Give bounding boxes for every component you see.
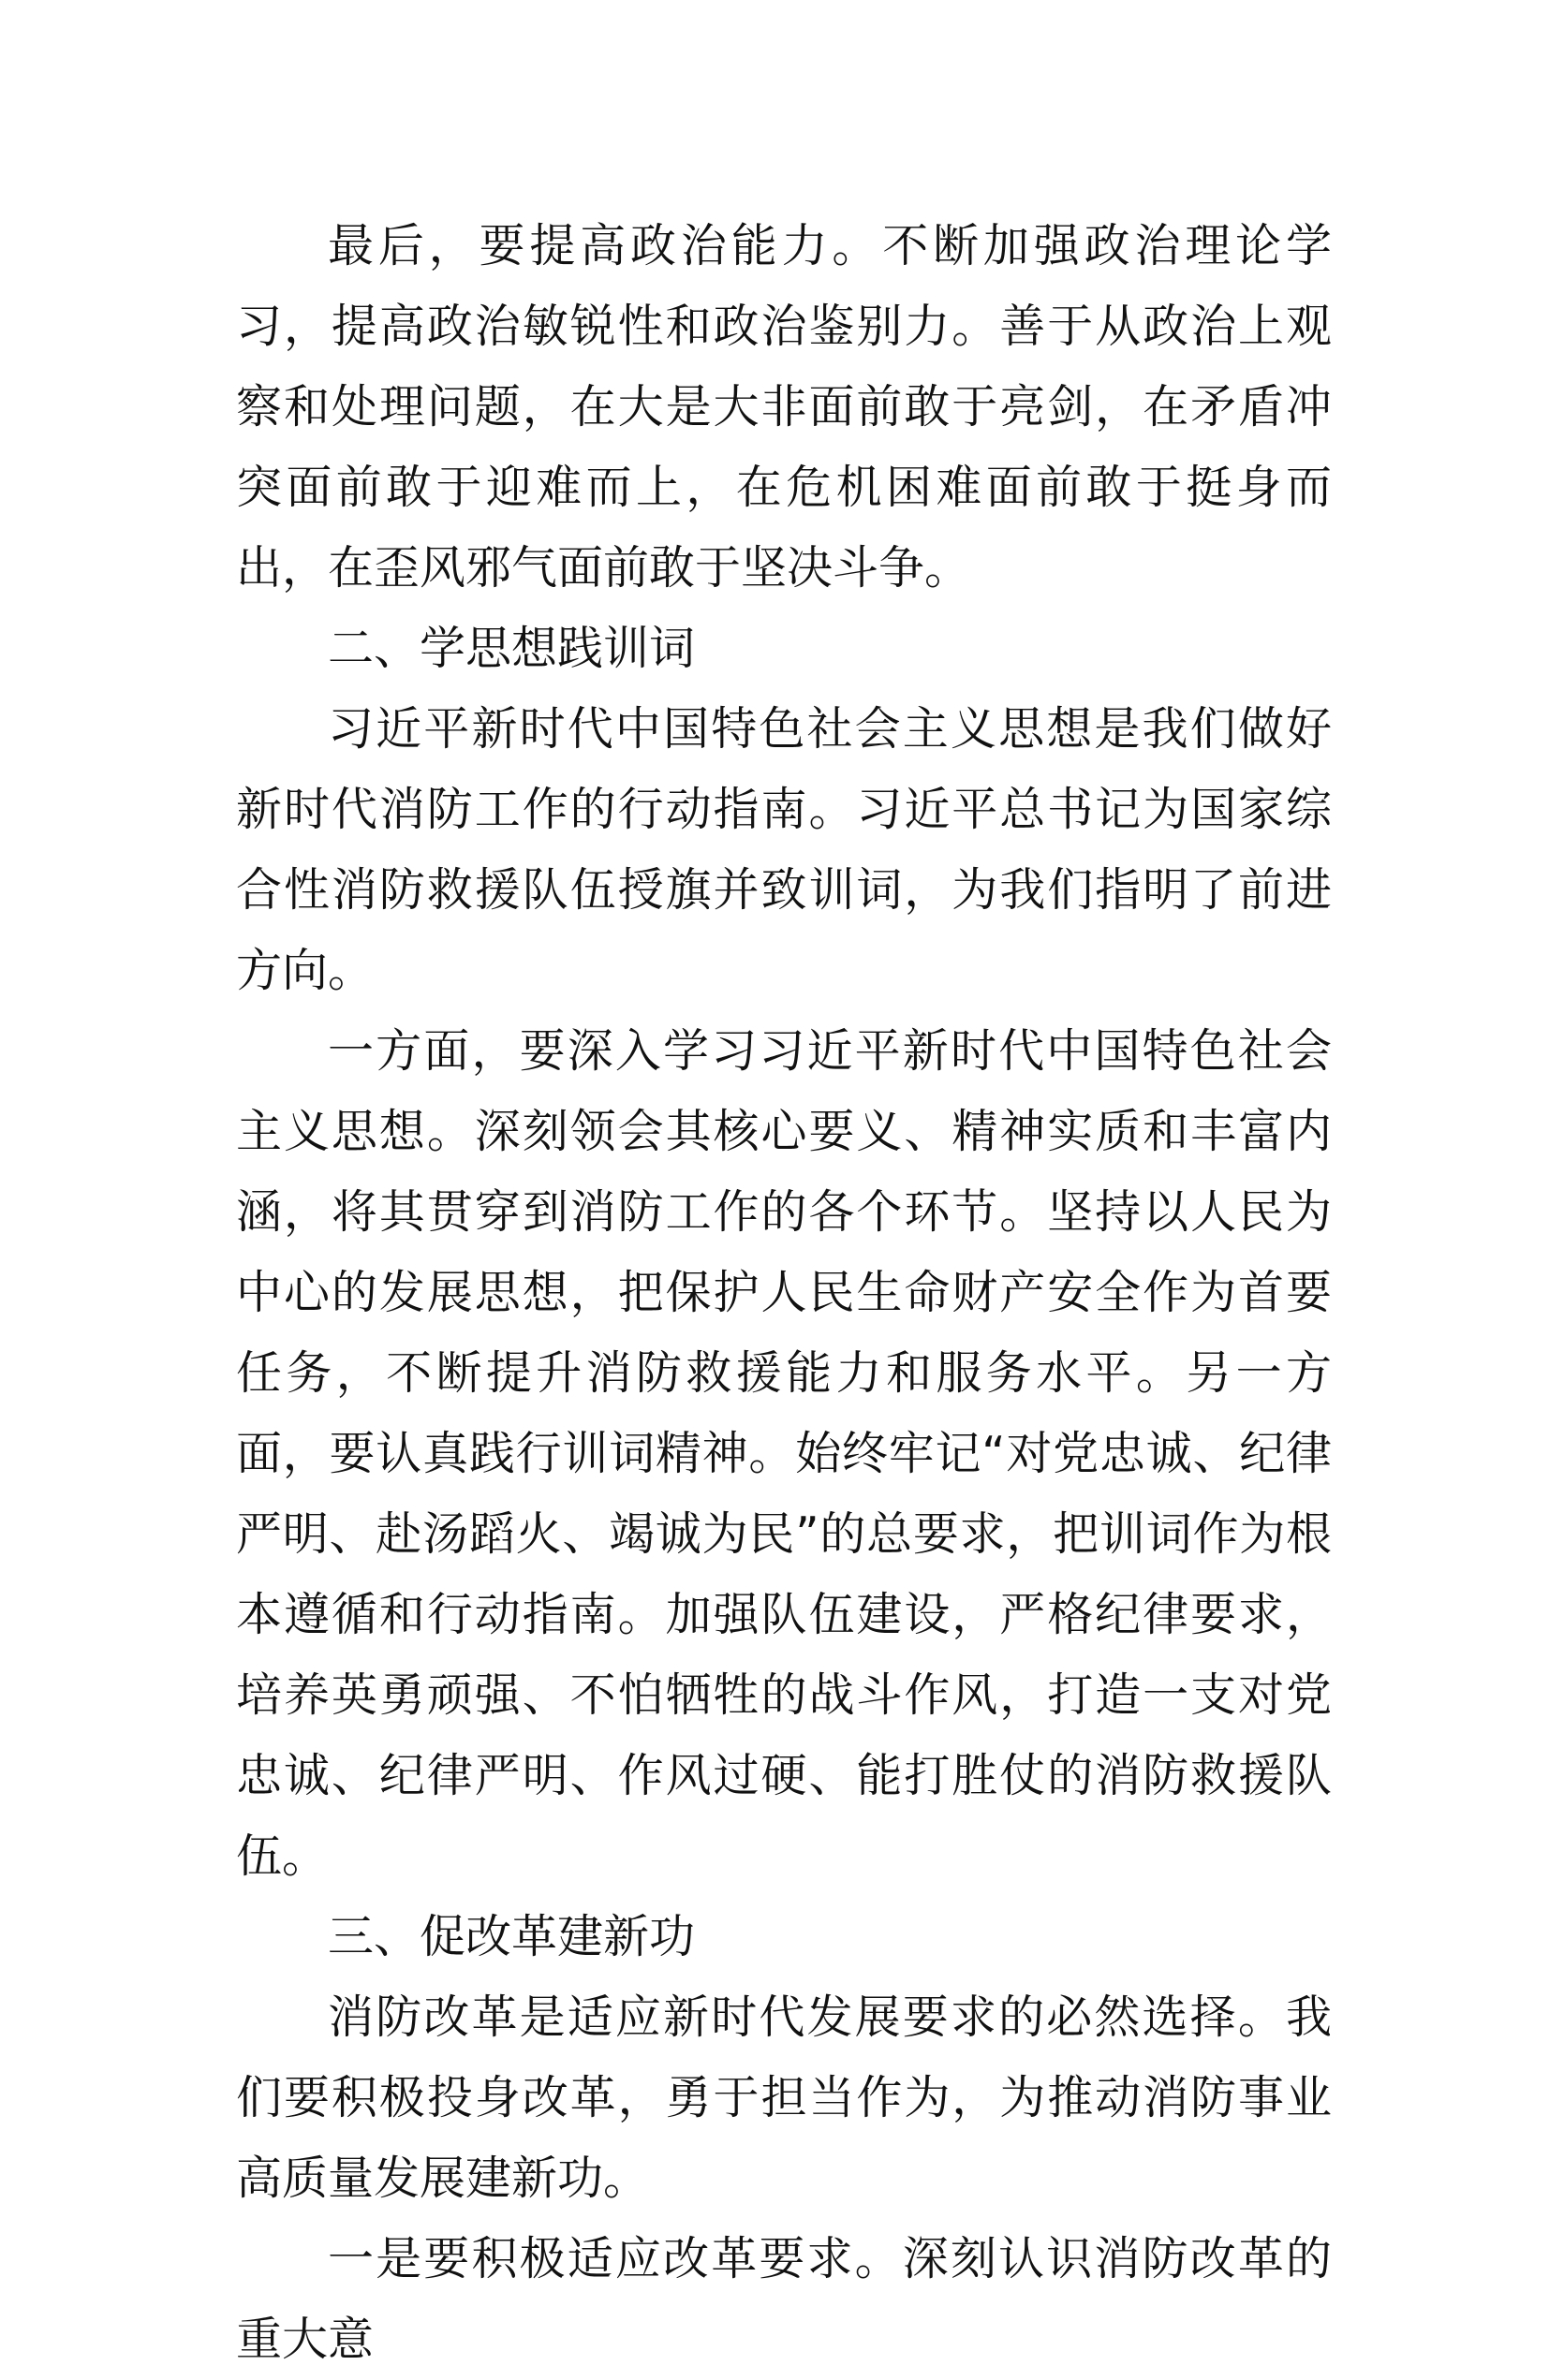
section-heading-2: 二、学思想践训词 <box>328 622 696 675</box>
section-heading-3: 三、促改革建新功 <box>328 1910 696 1963</box>
document-body <box>236 206 1332 2380</box>
paragraph-guiding-thought: 习近平新时代中国特色社会主义思想是我们做好新时代消防工作的行动指南。习近平总书记为国家综合性消防救援队伍授旗并致训词，为我们指明了前进方向。 <box>236 702 1332 997</box>
paragraph-reform-intro: 消防改革是适应新时代发展要求的必然选择。我们要积极投身改革，勇于担当作为，为推动消防事业高质量发展建新功。 <box>236 1991 1332 2205</box>
paragraph-adapt-reform: 一是要积极适应改革要求。深刻认识消防改革的重大意 <box>236 2232 1332 2366</box>
paragraph-study-and-practice: 一方面，要深入学习习近平新时代中国特色社会主义思想。深刻领会其核心要义、精神实质和丰富内涵，将其贯穿到消防工作的各个环节。坚持以人民为中心的发展思想，把保护人民生命财产安全作为首要任务，不断提升消防救援能力和服务水平。另一方面，要认真践行训词精神。始终牢记“对党忠诚、纪律严明、赴汤蹈火、竭诚为民”的总要求，把训词作为根本遵循和行动指南。加强队伍建设，严格纪律要求，培养英勇顽强、不怕牺牲的战斗作风，打造一支对党忠诚、纪律严明、作风过硬、能打胜仗的消防救援队伍。 <box>236 1024 1332 1883</box>
paragraph-political-ability: 最后，要提高政治能力。不断加强政治理论学习，提高政治敏锐性和政治鉴别力。善于从政治上观察和处理问题，在大是大非面前敢于亮剑，在矛盾冲突面前敢于迎难而上，在危机困难面前敢于挺身而出，在歪风邪气面前敢于坚决斗争。 <box>236 219 1332 595</box>
